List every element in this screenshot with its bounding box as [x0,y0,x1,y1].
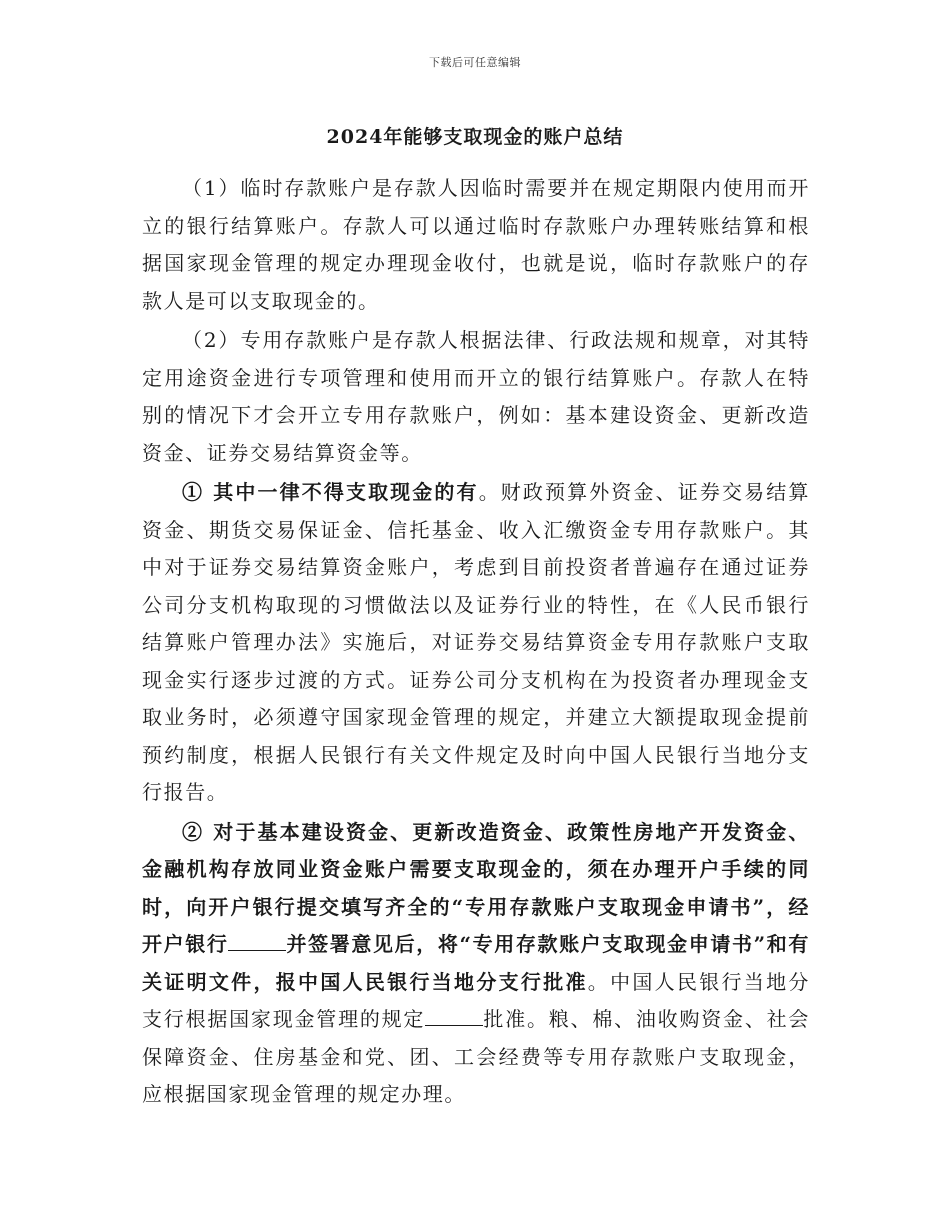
document-title: 2024年能够支取现金的账户总结 [326,126,624,148]
paragraph-text: 。中国人民银行当地分支行根据国家现金管理的规定 [142,969,811,1031]
fill-in-blank [425,1024,483,1026]
paragraph-no-cash-accounts [142,474,810,812]
paragraph-lead-bold: ① 其中一律不得支取现金的有 [182,480,479,504]
document-body [142,170,810,1114]
fill-in-blank [228,949,286,951]
paragraph-special-account: （2）专用存款账户是存款人根据法律、行政法规和规章，对其特定用途资金进行专项管理和使用而开立的银行结算账户。存款人在特别的情况下才会开立专用存款账户，例如：基本建设资金、更新改造资金、证券交易结算资金等。 [142,328,810,465]
paragraph-text-tail: 批准。粮、棉、油收购资金、社会保障资金、住房基金和党、团、工会经费等专用存款账户支取现金，应根据国家现金管理的规定办理。 [142,1007,810,1106]
paragraph-cash-approval [142,814,810,1114]
paragraph-bold-continuation: 并签署意见后，将“专用存款账户支取现金申请书”和有关证明文件，报中国人民银行当地分支行批准 [142,932,810,994]
paragraph-temporary-account: （1）临时存款账户是存款人因临时需要并在规定期限内使用而开立的银行结算账户。存款人可以通过临时存款账户办理转账结算和根据国家现金管理的规定办理现金收付，也就是说，临时存款账户的存款人是可以支取现金的。 [142,176,810,313]
paragraph-text: 。财政预算外资金、证券交易结算资金、期货交易保证金、信托基金、收入汇缴资金专用存款账户。其中对于证券交易结算资金账户，考虑到目前投资者普遍存在通过证券公司分支机构取现的习惯做法以及证券行业的特性，在《人民币银行结算账户管理办法》实施后，对证券交易结算资金专用存款账户支取现金实行逐步过渡的方式。证券公司分支机构在为投资者办理现金支取业务时，必须遵守国家现金管理的规定，并建立大额提取现金提前预约制度，根据人民银行有关文件规定及时向中国人民银行当地分支行报告。 [142,480,810,804]
paragraph-lead-bold: ② 对于基本建设资金、更新改造资金、政策性房地产开发资金、金融机构存放同业资金账户需要支取现金的，须在办理开户手续的同时，向开户银行提交填写齐全的“专用存款账户支取现金申请书”，经开户银行 [142,819,810,956]
header-note: 下载后可任意编辑 [429,56,521,69]
